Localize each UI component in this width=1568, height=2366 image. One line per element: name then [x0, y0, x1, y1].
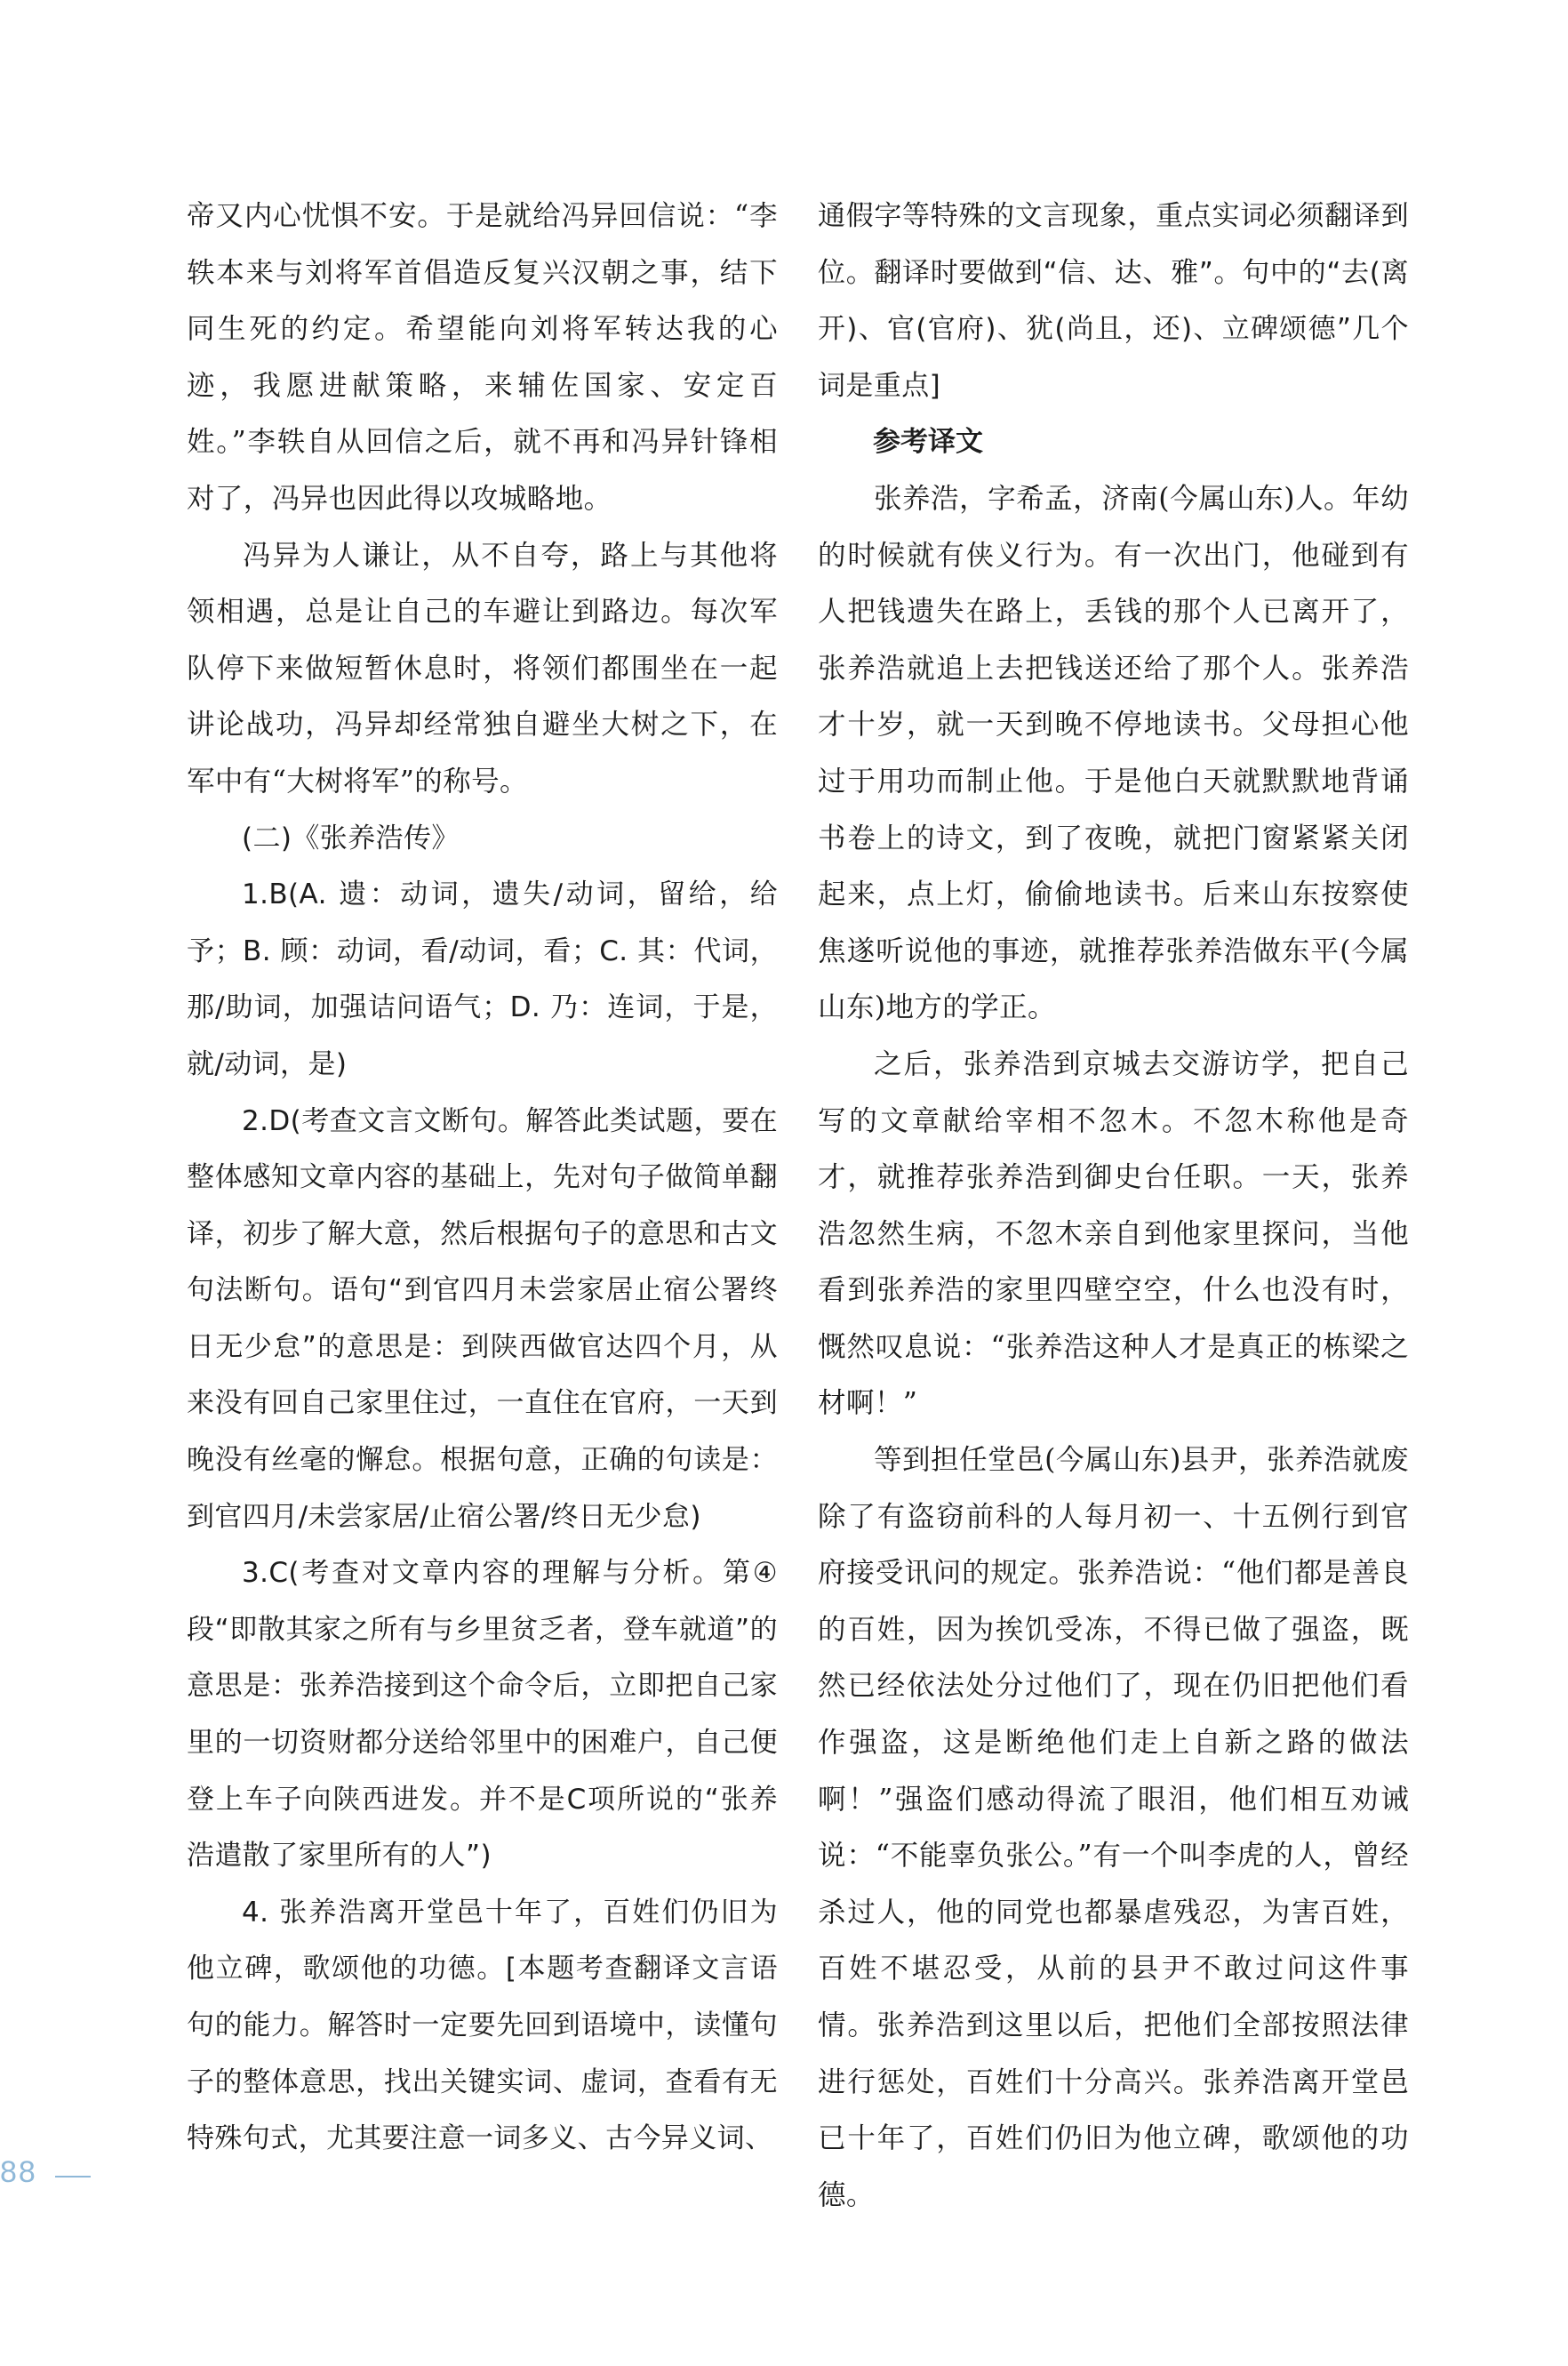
answer-item: 1.B(A. 遗：动词，遗失/动词，留给，给予；B. 顾：动词，看/动词，看；C. 其：代词，那/助词，加强诘问语气；D. 乃：连词，于是，就/动词，是) [187, 878, 778, 1080]
answer-item: 4. 张养浩离开堂邑十年了，百姓们仍旧为他立碑，歌颂他的功德。[本题考查翻译文言语句的能力。解答时一定要先回到语境中，读懂句子的整体意思，找出关键实词、虚词，查看有无特殊句式，尤其要注意一词多义、古今异义词、 [187, 1896, 778, 2155]
answer-item: 2.D(考查文言文断句。解答此类试题，要在整体感知文章内容的基础上，先对句子做简单翻译，初步了解大意，然后根据句子的意思和古文句法断句。语句“到官四月未尝家居止宿公署终日无少怠”的意思是：到陕西做官达四个月，从来没有回自己家里住过，一直住在官府，一天到晚没有丝毫的懈怠。根据句意，正确的句读是：到官四月/未尝家居/止宿公署/终日无少怠) [187, 1104, 778, 1533]
answer-item: 3.C(考查对文章内容的理解与分析。第④段“即散其家之所有与乡里贫乏者，登车就道”的意思是：张养浩接到这个命令后，立即把自己家里的一切资财都分送给邻里中的困难户，自己便登上车子向陕西进发。并不是C项所说的“张养浩遣散了家里所有的人”) [187, 1557, 778, 1873]
page-number-rule [55, 2176, 91, 2178]
section-title: (二)《张养浩传》 [242, 822, 460, 854]
translation-paragraph: 之后，张养浩到京城去交游访学，把自己写的文章献给宰相不忽木。不忽木称他是奇才，就推荐张养浩到御史台任职。一天，张养浩忽然生病，不忽木亲自到他家里探问，当他看到张养浩的家里四壁空空，什么也没有时，慨然叹息说：“张养浩这种人才是真正的栋梁之材啊！” [818, 1047, 1409, 1420]
translation-paragraph: 等到担任堂邑(今属山东)县尹，张养浩就废除了有盗窃前科的人每月初一、十五例行到官府接受讯问的规定。张养浩说：“他们都是善良的百姓，因为挨饥受冻，不得已做了强盗，既然已经依法处分过他们了，现在仍旧把他们看作强盗，这是断绝他们走上自新之路的做法啊！”强盗们感动得流了眼泪，他们相互劝诫说：“不能辜负张公。”有一个叫李虎的人，曾经杀过人，他的同党也都暴虐残忍，为害百姓，百姓不堪忍受，从前的县尹不敢过问这件事情。张养浩到这里以后，把他们全部按照法律进行惩处，百姓们十分高兴。张养浩离开堂邑已十年了，百姓们仍旧为他立碑，歌颂他的功德。 [818, 1444, 1409, 2211]
left-column [187, 188, 778, 2168]
reference-translation-heading: 参考译文 [873, 426, 983, 459]
right-column [818, 188, 1409, 2224]
answer-item-continued: 通假字等特殊的文言现象，重点实词必须翻译到位。翻译时要做到“信、达、雅”。句中的“去(离开)、官(官府)、犹(尚且，还)、立碑颂德”几个词是重点] [818, 200, 1409, 402]
translation-paragraph: 冯异为人谦让，从不自夸，路上与其他将领相遇，总是让自己的车避让到路边。每次军队停下来做短暂休息时，将领们都围坐在一起讲论战功，冯异却经常独自避坐大树之下，在军中有“大树将军”的称号。 [187, 539, 778, 798]
translation-paragraph: 张养浩，字希孟，济南(今属山东)人。年幼的时候就有侠义行为。有一次出门，他碰到有人把钱遗失在路上，丢钱的那个人已离开了，张养浩就追上去把钱送还给了那个人。张养浩才十岁，就一天到晚不停地读书。父母担心他过于用功而制止他。于是他白天就默默地背诵书卷上的诗文，到了夜晚，就把门窗紧紧关闭起来，点上灯，偷偷地读书。后来山东按察使焦遂听说他的事迹，就推荐张养浩做东平(今属山东)地方的学正。 [818, 482, 1409, 1024]
page-number: 88 [0, 2155, 37, 2189]
translation-paragraph: 帝又内心忧惧不安。于是就给冯异回信说：“李轶本来与刘将军首倡造反复兴汉朝之事，结下同生死的约定。希望能向刘将军转达我的心迹，我愿进献策略，来辅佐国家、安定百姓。”李轶自从回信之后，就不再和冯异针锋相对了，冯异也因此得以攻城略地。 [187, 200, 778, 515]
